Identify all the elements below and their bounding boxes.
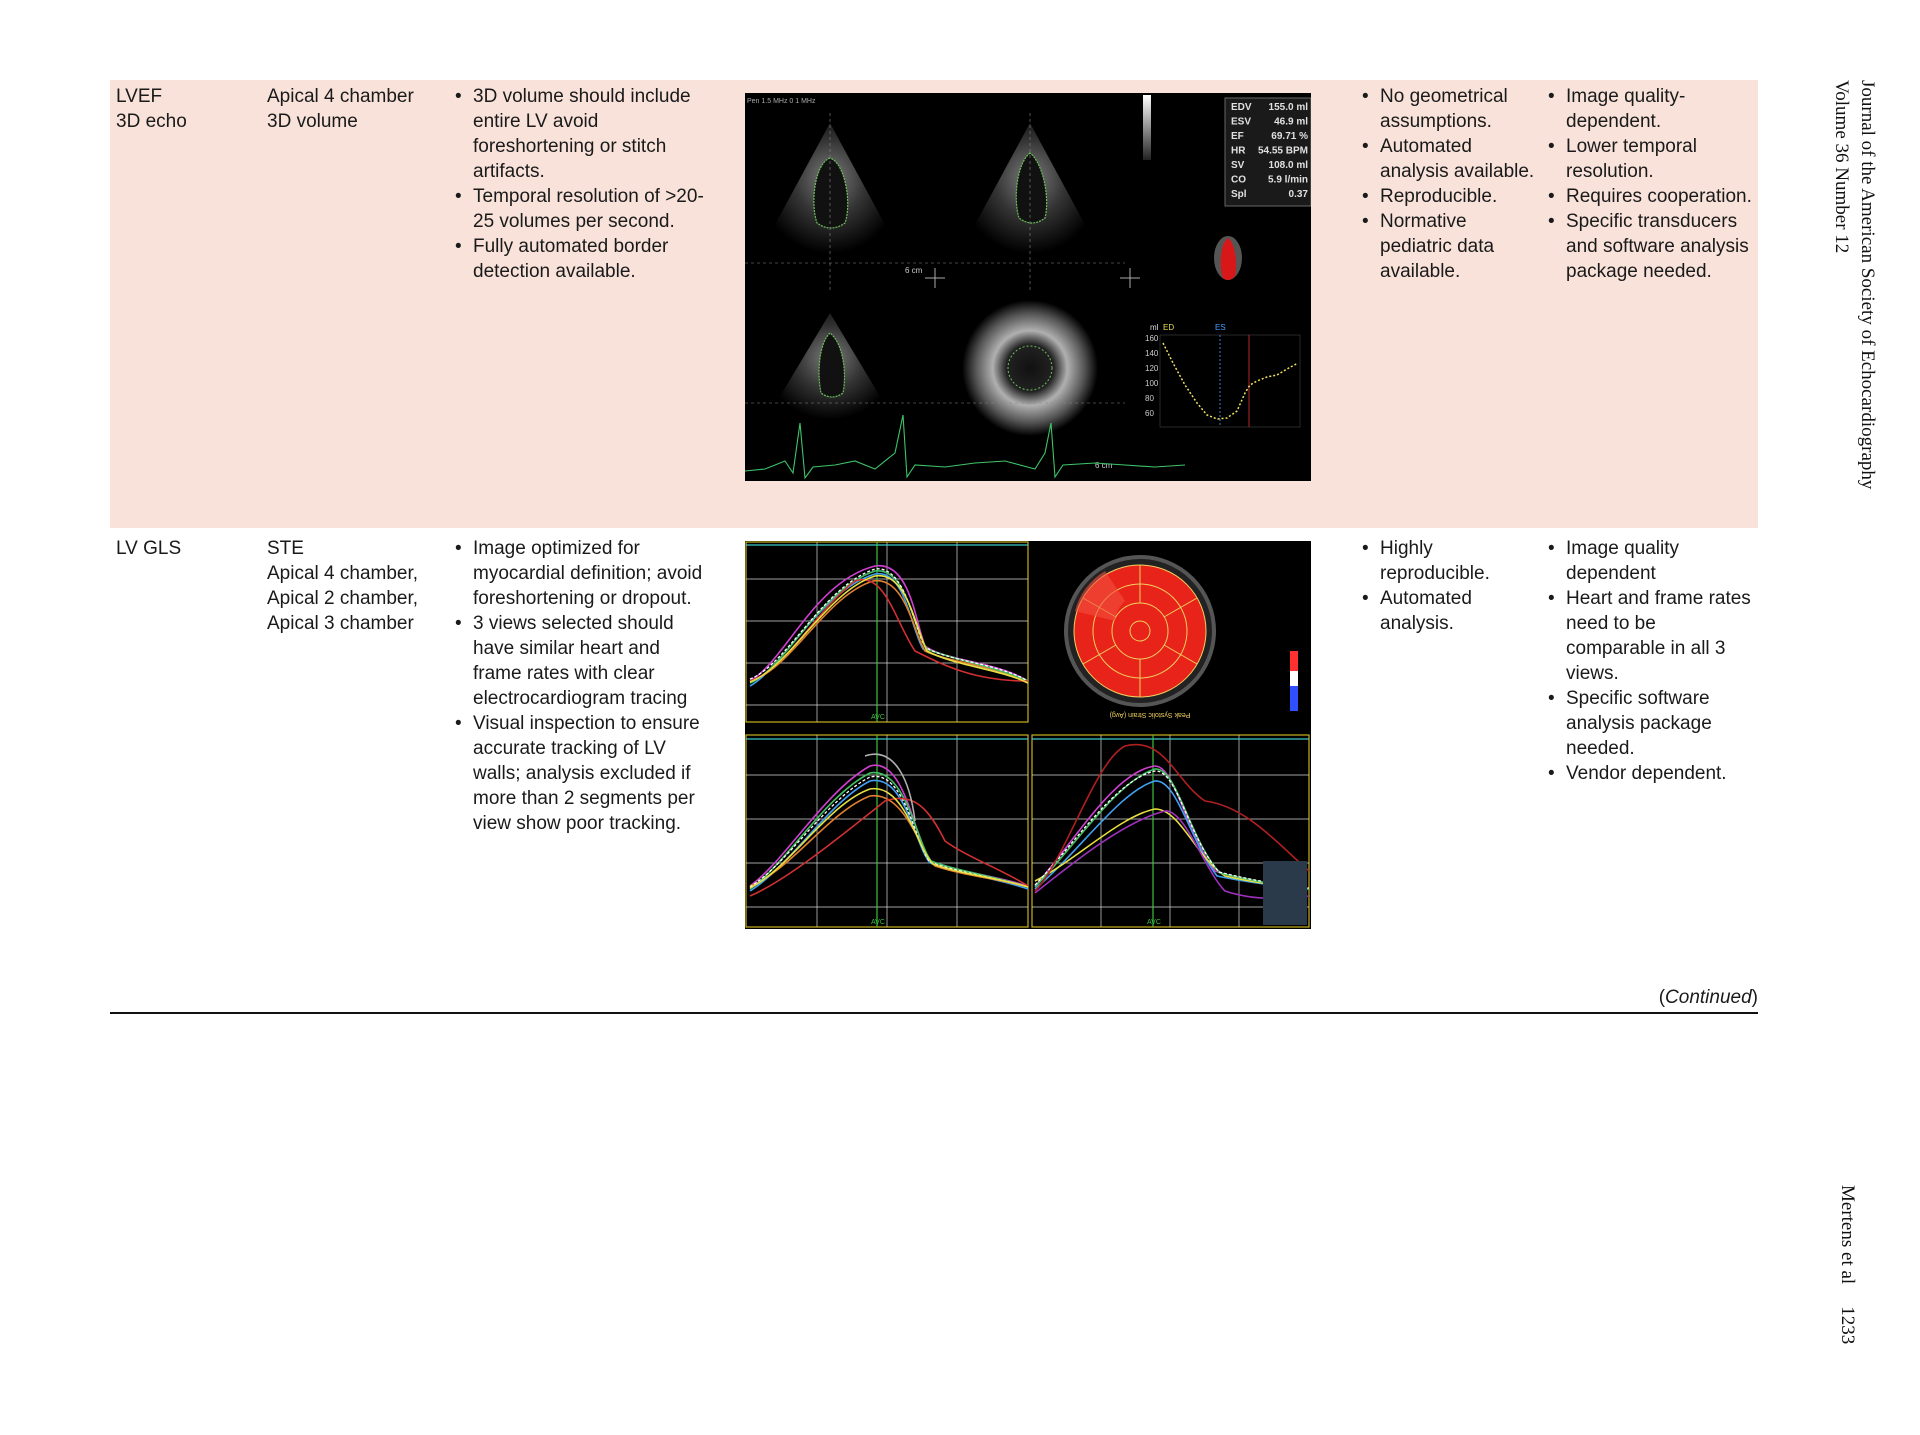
view-line: 3D volume xyxy=(267,111,358,132)
measurement-value: 69.71 % xyxy=(1271,131,1308,142)
measurement-label: HR xyxy=(1231,145,1246,157)
scale-label: 6 cm xyxy=(905,266,923,275)
avc-label: AVC xyxy=(871,919,885,926)
scale-label-2: 6 cm xyxy=(1095,461,1113,470)
view-cell xyxy=(267,536,442,636)
curve-tick-label: 100 xyxy=(1145,379,1159,388)
measurement-label: EDV xyxy=(1231,102,1252,113)
measurement-value: 46.9 ml xyxy=(1274,116,1308,128)
image-header-text: Pen 1.5 MHz 0 1 MHz xyxy=(747,98,816,105)
list-item: • Visual inspection to ensure accurate tracking of LV walls; analysis excluded if more than 2 segments per view show poor tracking. xyxy=(453,711,713,836)
list-item: • Temporal resolution of >20-25 volumes per second. xyxy=(453,184,713,234)
curve-tick-label: 140 xyxy=(1145,349,1159,358)
running-head-page xyxy=(1836,1185,1858,1366)
curve-tick-label: 80 xyxy=(1145,394,1154,403)
avc-label: AVC xyxy=(1147,919,1161,926)
parameter-cell xyxy=(116,536,256,561)
advantages-cell xyxy=(1360,536,1538,636)
view-cell xyxy=(267,84,442,134)
list-item: • Lower temporal resolution. xyxy=(1546,134,1758,184)
limitations-cell xyxy=(1546,84,1758,284)
list-item: • Specific transducers and software analysis package needed. xyxy=(1546,209,1758,284)
curve-tick-label: 120 xyxy=(1145,364,1159,373)
strain-image xyxy=(745,541,1311,929)
list-item: • Highly reproducible. xyxy=(1360,536,1538,586)
continued-note: (Continued) xyxy=(1658,987,1758,1008)
parameter-cell xyxy=(116,84,256,134)
parameter-name: LVEF xyxy=(116,86,163,107)
view-line: Apical 2 chamber, xyxy=(267,588,419,609)
limitations-cell xyxy=(1546,536,1758,786)
list-item: • 3 views selected should have similar heart and frame rates with clear electrocardiogram tracing xyxy=(453,611,713,711)
list-item: • Normative pediatric data available. xyxy=(1360,209,1538,284)
strain-figure xyxy=(745,541,1311,929)
measurement-label: EF xyxy=(1231,131,1244,142)
bullseye-title: Peak Systolic Strain (Avg) xyxy=(1109,711,1191,718)
list-item: • Automated analysis. xyxy=(1360,586,1538,636)
avc-label: AVC xyxy=(871,714,885,721)
measurement-label: SV xyxy=(1231,160,1245,171)
list-item: • Image quality dependent xyxy=(1546,536,1758,586)
list-item: • Fully automated border detection available. xyxy=(453,234,713,284)
curve-ed-label: ED xyxy=(1163,323,1175,332)
table-row-lvef xyxy=(110,80,1758,528)
running-head-journal xyxy=(1828,80,1880,489)
measurement-value: 108.0 ml xyxy=(1268,160,1308,171)
table-bottom-rule xyxy=(110,1012,1758,1014)
acquisition-cell xyxy=(453,84,713,284)
view-line: STE xyxy=(267,538,304,559)
measurement-value: 54.55 BPM xyxy=(1257,145,1308,157)
parameter-modality: 3D echo xyxy=(116,111,187,132)
continued-text: Continued xyxy=(1665,987,1752,1008)
curve-ticks xyxy=(1145,334,1159,418)
list-item: • Image optimized for myocardial definition; avoid foreshortening or dropout. xyxy=(453,536,713,611)
curve-tick-label: 60 xyxy=(1145,409,1154,418)
advantages-cell xyxy=(1360,84,1538,284)
list-item: • 3D volume should include entire LV avoid foreshortening or stitch artifacts. xyxy=(453,84,713,184)
measurement-label: CO xyxy=(1231,174,1246,186)
list-item: • Image quality-dependent. xyxy=(1546,84,1758,134)
view-line: Apical 4 chamber xyxy=(267,86,414,107)
measurement-value: 155.0 ml xyxy=(1268,102,1308,113)
measurement-value: 5.9 l/min xyxy=(1267,174,1308,186)
measurement-label: Spl xyxy=(1231,189,1247,200)
list-item: • Heart and frame rates need to be comparable in all 3 views. xyxy=(1546,586,1758,686)
list-item: • Requires cooperation. xyxy=(1546,184,1758,209)
view-line: Apical 3 chamber xyxy=(267,613,414,634)
journal-title: Journal of the American Society of Echocardiography xyxy=(1857,80,1878,490)
curve-unit: ml xyxy=(1150,323,1159,332)
parameter-name: LV GLS xyxy=(116,538,182,559)
page-number: 1233 xyxy=(1837,1306,1858,1345)
list-item: • Automated analysis available. xyxy=(1360,134,1538,184)
curve-tick-label: 160 xyxy=(1145,334,1159,343)
3d-echo-image xyxy=(745,93,1311,481)
measurement-label: ESV xyxy=(1231,116,1252,128)
view-line: Apical 4 chamber, xyxy=(267,563,419,584)
table-row-lv-gls xyxy=(110,532,1758,942)
journal-volume: Volume 36 Number 12 xyxy=(1831,80,1852,254)
list-item: • No geometrical assumptions. xyxy=(1360,84,1538,134)
curve-es-label: ES xyxy=(1215,323,1226,332)
acquisition-cell xyxy=(453,536,713,836)
author-line: Mertens et al xyxy=(1837,1185,1858,1285)
3d-echo-figure xyxy=(745,93,1311,481)
measurement-value: 0.37 xyxy=(1288,189,1308,200)
list-item: • Vendor dependent. xyxy=(1546,761,1758,786)
list-item: • Specific software analysis package needed. xyxy=(1546,686,1758,761)
list-item: • Reproducible. xyxy=(1360,184,1538,209)
